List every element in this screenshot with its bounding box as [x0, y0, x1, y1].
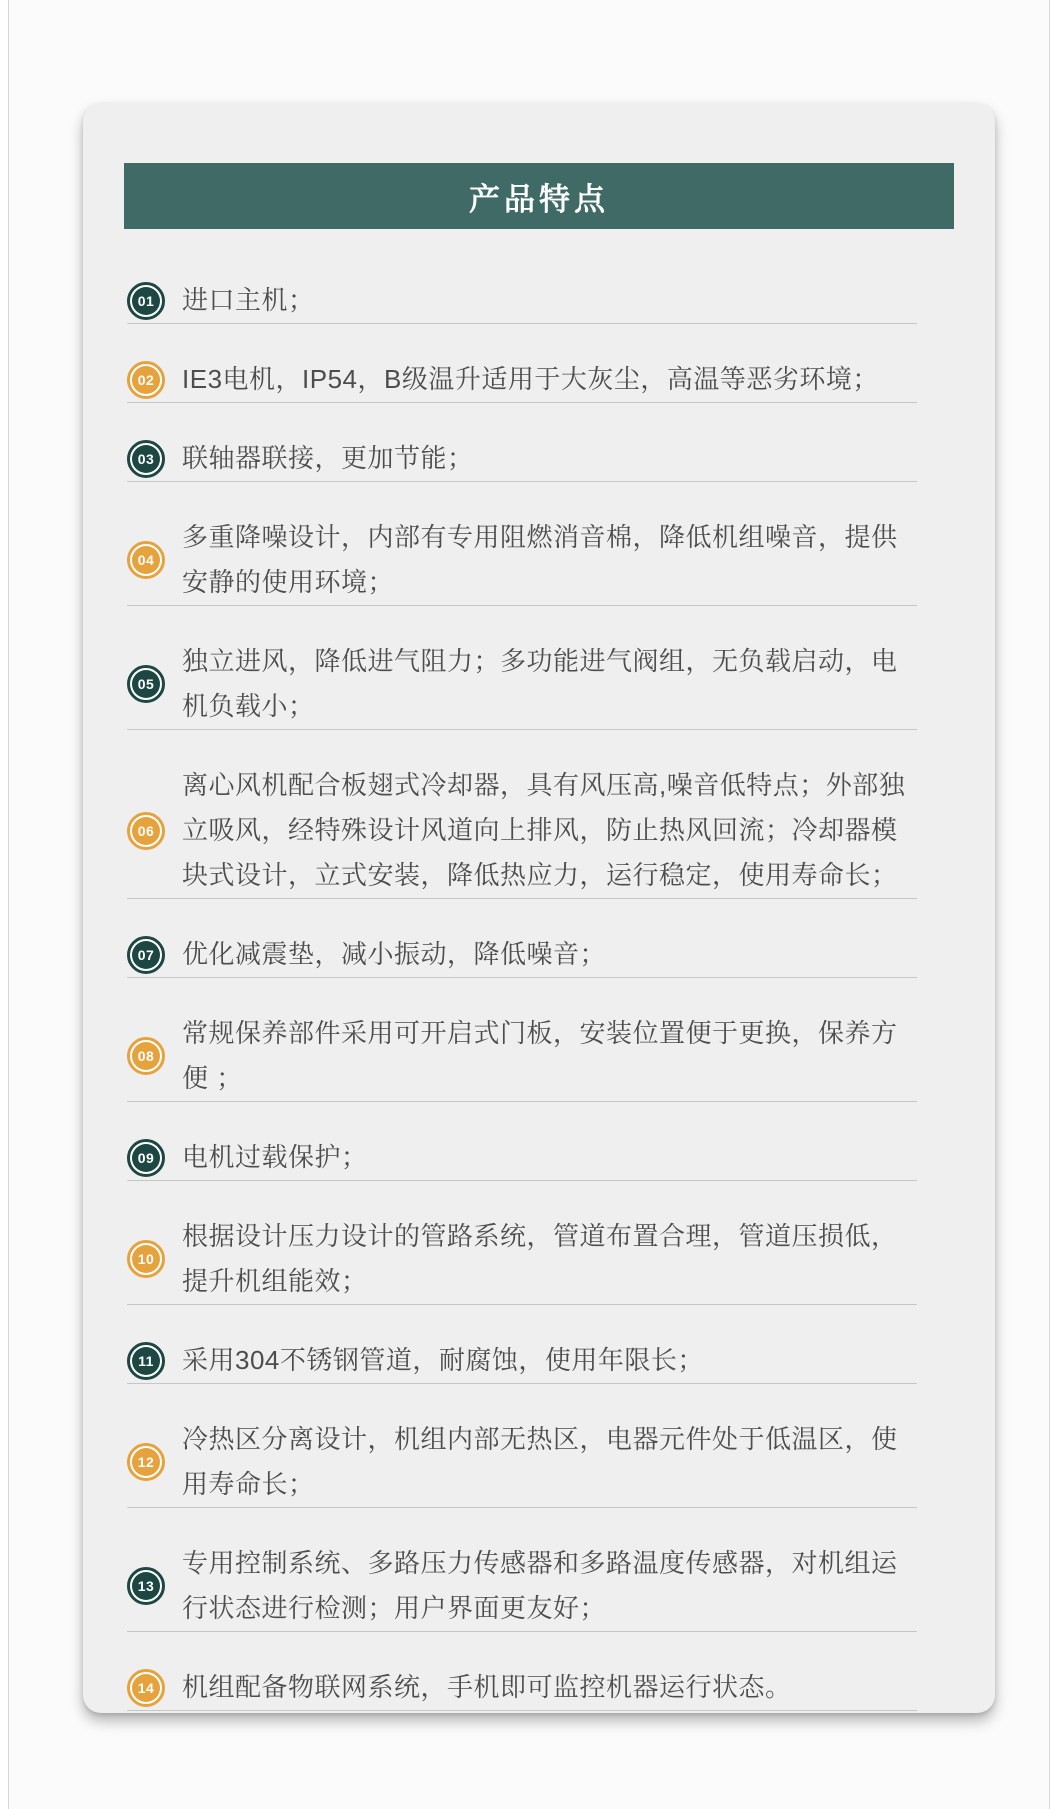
feature-text: 独立进风，降低进气阻力；多功能进气阀组，无负载启动，电机负载小； — [182, 646, 898, 721]
feature-text: 专用控制系统、多路压力传感器和多路温度传感器，对机组运行状态进行检测；用户界面更友好； — [182, 1548, 898, 1623]
badge-number: 09 — [132, 1144, 160, 1172]
badge-number: 03 — [132, 445, 160, 473]
list-item — [127, 1508, 917, 1632]
badge-number: 13 — [132, 1572, 160, 1600]
section-header-banner — [124, 163, 954, 229]
list-item — [127, 324, 917, 403]
number-badge-icon — [127, 1567, 165, 1605]
number-badge-icon — [127, 541, 165, 579]
badge-number: 14 — [132, 1674, 160, 1702]
number-badge-icon — [127, 1240, 165, 1278]
feature-text: 机组配备物联网系统，手机即可监控机器运行状态。 — [182, 1672, 792, 1702]
badge-number: 07 — [132, 941, 160, 969]
number-badge-icon — [127, 665, 165, 703]
number-badge-icon — [127, 1443, 165, 1481]
page-title: 产品特点 — [469, 181, 609, 217]
feature-text: 进口主机； — [182, 285, 315, 315]
feature-card — [83, 103, 995, 1713]
number-badge-icon — [127, 361, 165, 399]
number-badge-icon — [127, 1342, 165, 1380]
number-badge-icon — [127, 1669, 165, 1707]
feature-text: 采用304不锈钢管道，耐腐蚀，使用年限长； — [182, 1345, 704, 1375]
feature-list — [127, 245, 917, 1711]
number-badge-icon — [127, 440, 165, 478]
list-item — [127, 606, 917, 730]
badge-number: 08 — [132, 1042, 160, 1070]
list-item — [127, 899, 917, 978]
number-badge-icon — [127, 282, 165, 320]
badge-number: 01 — [132, 287, 160, 315]
feature-text: 联轴器联接，更加节能； — [182, 443, 474, 473]
feature-text: 常规保养部件采用可开启式门板，安装位置便于更换，保养方便 ； — [182, 1018, 898, 1093]
feature-text: 根据设计压力设计的管路系统，管道布置合理，管道压损低，提升机组能效； — [182, 1221, 898, 1296]
badge-number: 06 — [132, 817, 160, 845]
list-item — [127, 482, 917, 606]
badge-number: 10 — [132, 1245, 160, 1273]
list-item — [127, 1102, 917, 1181]
badge-number: 12 — [132, 1448, 160, 1476]
feature-text: 多重降噪设计，内部有专用阻燃消音棉，降低机组噪音，提供安静的使用环境； — [182, 522, 898, 597]
feature-text: IE3电机，IP54，B级温升适用于大灰尘，高温等恶劣环境； — [182, 364, 879, 394]
list-item — [127, 403, 917, 482]
page-frame — [8, 0, 1050, 1809]
badge-number: 11 — [132, 1347, 160, 1375]
number-badge-icon — [127, 936, 165, 974]
feature-text: 优化减震垫，减小振动，降低噪音； — [182, 939, 607, 969]
number-badge-icon — [127, 812, 165, 850]
list-item — [127, 978, 917, 1102]
badge-number: 04 — [132, 546, 160, 574]
list-item — [127, 1181, 917, 1305]
feature-text: 电机过载保护； — [182, 1142, 368, 1172]
feature-text: 离心风机配合板翅式冷却器，具有风压高,噪音低特点；外部独立吸风，经特殊设计风道向上排风，防止热风回流；冷却器模块式设计，立式安装，降低热应力，运行稳定，使用寿命长； — [182, 770, 906, 890]
list-item — [127, 245, 917, 324]
number-badge-icon — [127, 1037, 165, 1075]
badge-number: 02 — [132, 366, 160, 394]
list-item — [127, 730, 917, 899]
list-item — [127, 1384, 917, 1508]
badge-number: 05 — [132, 670, 160, 698]
feature-text: 冷热区分离设计，机组内部无热区，电器元件处于低温区，使用寿命长； — [182, 1424, 898, 1499]
list-item — [127, 1305, 917, 1384]
number-badge-icon — [127, 1139, 165, 1177]
list-item — [127, 1632, 917, 1711]
